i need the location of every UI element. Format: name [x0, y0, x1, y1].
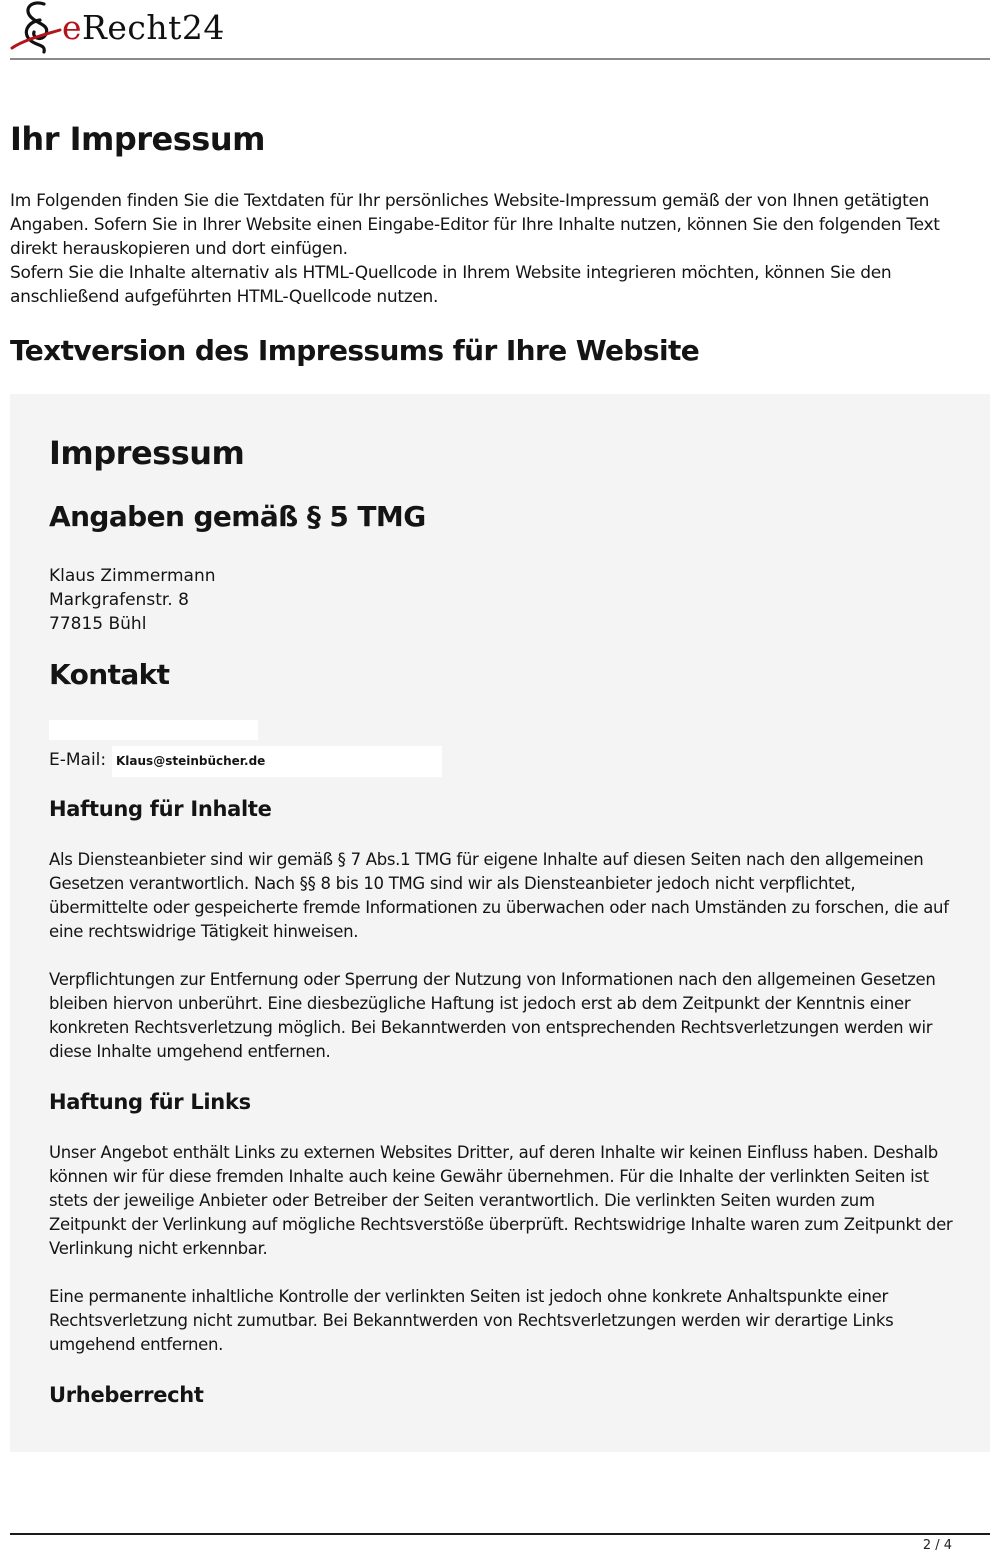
haftung-inhalte-heading: Haftung für Inhalte	[49, 797, 272, 821]
kontakt-heading: Kontakt	[49, 658, 170, 691]
haftung-links-heading: Haftung für Links	[49, 1090, 251, 1114]
email-value: Klaus@steinbücher.de	[112, 746, 442, 777]
logo-wordmark: eRecht24	[62, 8, 225, 47]
redacted-field	[49, 720, 258, 740]
haftung-links-paragraph-1: Unser Angebot enthält Links zu externen Websites Dritter, auf deren Inhalte wir keinen Einfluss haben. Deshalb können wir für diese fremden Inhalte auch keine Gewähr übernehmen. Für die Inhalte der verlinkten Seiten ist stets der jeweilige Anbieter oder Betreiber der Seiten verantwortlich. Die verlinkten Seiten wurden zum Zeitpunkt der Verlinkung auf mögliche Rechtsverstöße überprüft. Rechtswidrige Inhalte waren zum Zeitpunkt der Verlinkung nicht erkennbar.	[49, 1143, 953, 1258]
section-title: Textversion des Impressums für Ihre Website	[10, 334, 700, 367]
intro-text	[10, 189, 970, 309]
address-city: 77815 Bühl	[49, 614, 147, 634]
page-number: 2 / 4	[922, 1538, 952, 1553]
section-sign-logo-icon	[10, 0, 62, 56]
haftung-inhalte-paragraph-2: Verpflichtungen zur Entfernung oder Sperrung der Nutzung von Informationen nach den allgemeinen Gesetzen bleiben hiervon unberührt. Eine diesbezügliche Haftung ist jedoch erst ab dem Zeitpunkt der Kenntnis einer konkreten Rechtsverletzung möglich. Bei Bekanntwerden von entsprechenden Rechtsverletzungen werden wir diese Inhalte umgehend entfernen.	[49, 970, 936, 1061]
page-title: Ihr Impressum	[10, 120, 265, 158]
impressum-heading: Impressum	[49, 434, 245, 472]
erecht24-logo	[10, 0, 250, 58]
address-name: Klaus Zimmermann	[49, 566, 216, 586]
page-header	[10, 0, 990, 60]
haftung-inhalte-paragraph-1: Als Diensteanbieter sind wir gemäß § 7 Abs.1 TMG für eigene Inhalte auf diesen Seiten nach den allgemeinen Gesetzen verantwortlich. Nach §§ 8 bis 10 TMG sind wir als Diensteanbieter jedoch nicht verpflichtet, übermittelte oder gespeicherte fremde Informationen zu überwachen oder nach Umständen zu forschen, die auf eine rechtswidrige Tätigkeit hinweisen.	[49, 850, 949, 941]
email-row	[49, 746, 449, 772]
address-street: Markgrafenstr. 8	[49, 590, 189, 610]
footer-divider	[10, 1533, 990, 1535]
intro-paragraph-1: Im Folgenden finden Sie die Textdaten für Ihr persönliches Website-Impressum gemäß der von Ihnen getätigten Angaben. Sofern Sie in Ihrer Website einen Eingabe-Editor für Ihre Inhalte nutzen, können Sie den folgenden Text direkt herauskopieren und dort einfügen.	[10, 191, 940, 259]
address-block	[49, 564, 216, 636]
intro-paragraph-2: Sofern Sie die Inhalte alternativ als HTML-Quellcode in Ihrem Website integrieren möchten, können Sie den anschließend aufgeführten HTML-Quellcode nutzen.	[10, 263, 892, 307]
impressum-text-box	[10, 394, 990, 1452]
email-label: E-Mail:	[49, 750, 107, 770]
haftung-links-paragraph-2: Eine permanente inhaltliche Kontrolle der verlinkten Seiten ist jedoch ohne konkrete Anhaltspunkte einer Rechtsverletzung nicht zumutbar. Bei Bekanntwerden von Rechtsverletzungen werden wir derartige Links umgehend entfernen.	[49, 1287, 894, 1354]
urheberrecht-heading: Urheberrecht	[49, 1383, 204, 1407]
header-divider	[10, 58, 990, 60]
angaben-heading: Angaben gemäß § 5 TMG	[49, 500, 426, 533]
